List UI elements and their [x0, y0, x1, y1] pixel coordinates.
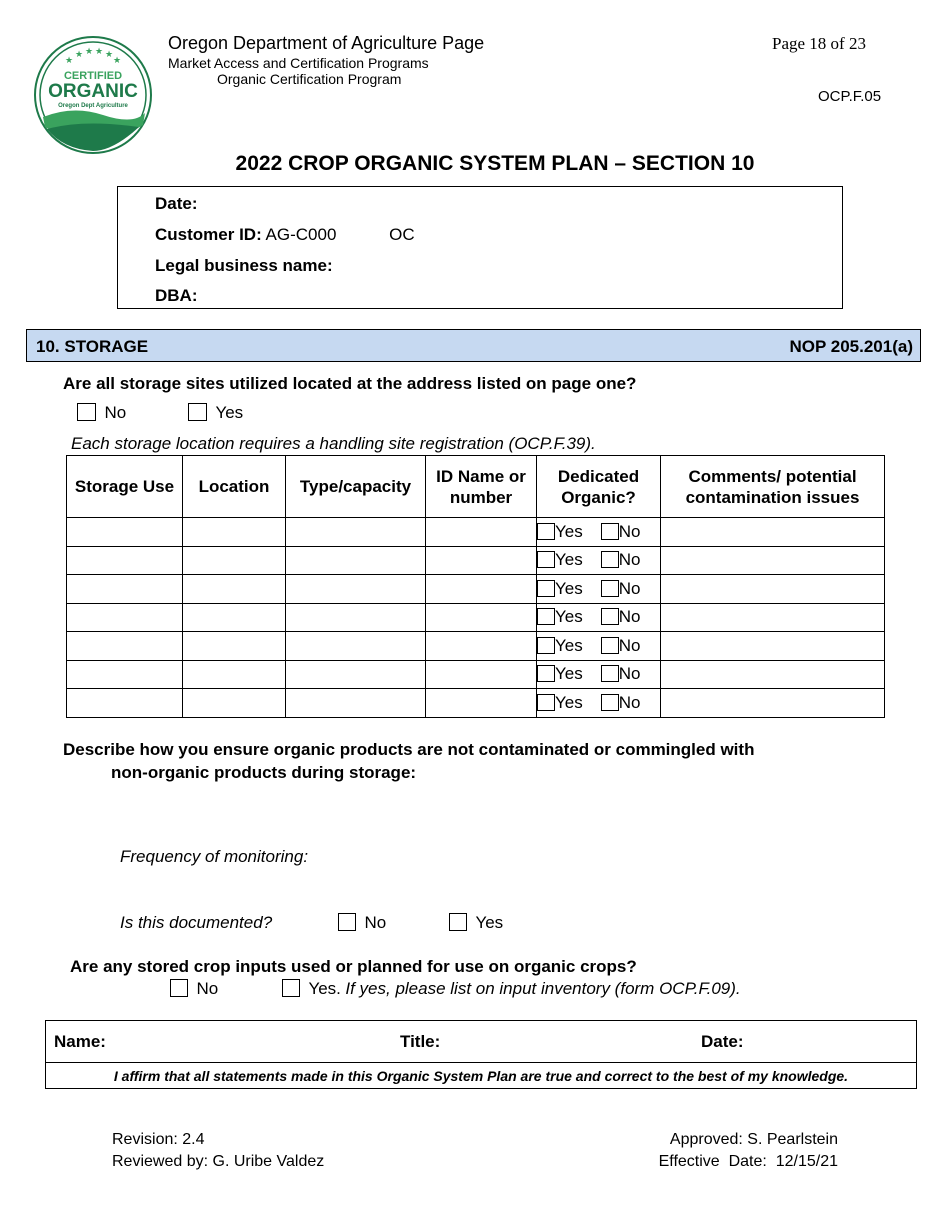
logo-main-text: ORGANIC [48, 81, 138, 102]
dedicated-yes-label: Yes [555, 607, 583, 627]
documented-no-checkbox[interactable] [338, 913, 356, 931]
svg-text:★: ★ [95, 47, 104, 57]
storage-cell[interactable] [183, 575, 286, 604]
dedicated-no-label: No [618, 550, 641, 570]
customer-id-suffix: OC [389, 225, 415, 244]
storage-cell[interactable] [426, 603, 537, 632]
storage-cell[interactable] [286, 689, 426, 718]
storage-cell[interactable] [183, 518, 286, 547]
dedicated-no-checkbox[interactable] [601, 580, 619, 597]
dedicated-yes-checkbox[interactable] [537, 551, 555, 568]
storage-cell[interactable] [286, 575, 426, 604]
dba-label: DBA: [155, 286, 198, 305]
dedicated-no-label: No [618, 578, 641, 598]
storage-sites-yes-checkbox[interactable] [188, 403, 207, 421]
date-label: Date: [155, 194, 198, 213]
storage-cell[interactable] [661, 660, 885, 689]
storage-cell[interactable] [183, 546, 286, 575]
dedicated-yes-checkbox[interactable] [537, 580, 555, 597]
dedicated-organic-cell[interactable] [537, 575, 661, 604]
affirmation-statement: I affirm that all statements made in this Organic System Plan are true and correct to the best of my knowledge. [113, 1068, 849, 1084]
table-row [67, 660, 885, 689]
documented-yes-label: Yes [475, 913, 504, 932]
svg-text:★: ★ [65, 56, 74, 66]
storage-cell[interactable] [67, 632, 183, 661]
dedicated-yes-checkbox[interactable] [537, 665, 555, 682]
dedicated-yes-checkbox[interactable] [537, 523, 555, 540]
question-storage-sites: Are all storage sites utilized located at the address listed on page one? [63, 374, 637, 393]
dedicated-no-checkbox[interactable] [601, 551, 619, 568]
header-comments: Comments/ potential contamination issues [661, 456, 885, 518]
page-number: Page 18 of 23 [772, 34, 866, 53]
customer-info-box [117, 186, 843, 309]
table-row [67, 546, 885, 575]
svg-text:★: ★ [85, 47, 94, 57]
table-row [67, 575, 885, 604]
crop-inputs-yes-checkbox[interactable] [282, 979, 300, 997]
header-storage-use: Storage Use [67, 456, 183, 518]
storage-cell[interactable] [426, 689, 537, 718]
dedicated-no-label: No [618, 664, 641, 684]
dedicated-no-label: No [618, 635, 641, 655]
signature-box [45, 1020, 917, 1089]
dedicated-yes-label: Yes [555, 692, 583, 712]
dedicated-yes-checkbox[interactable] [537, 637, 555, 654]
storage-cell[interactable] [183, 660, 286, 689]
table-row [67, 518, 885, 547]
dedicated-no-checkbox[interactable] [601, 637, 619, 654]
customer-id-label: Customer ID: [155, 225, 262, 244]
signature-name-label: Name: [54, 1032, 106, 1051]
storage-cell[interactable] [67, 660, 183, 689]
dedicated-no-label: No [618, 607, 641, 627]
header-type-capacity: Type/capacity [286, 456, 426, 518]
storage-cell[interactable] [661, 632, 885, 661]
legal-business-name-label: Legal business name: [155, 256, 333, 275]
page-title: 2022 CROP ORGANIC SYSTEM PLAN – SECTION 10 [235, 152, 755, 175]
dedicated-organic-cell[interactable] [537, 660, 661, 689]
crop-inputs-no-checkbox[interactable] [170, 979, 188, 997]
dedicated-yes-checkbox[interactable] [537, 694, 555, 711]
dedicated-no-label: No [618, 521, 641, 541]
storage-cell[interactable] [183, 632, 286, 661]
storage-cell[interactable] [183, 689, 286, 718]
storage-cell[interactable] [67, 575, 183, 604]
storage-cell[interactable] [426, 518, 537, 547]
dedicated-no-checkbox[interactable] [601, 523, 619, 540]
dedicated-organic-cell[interactable] [537, 546, 661, 575]
dedicated-no-label: No [618, 692, 641, 712]
footer-reviewed-by: Reviewed by: G. Uribe Valdez [112, 1153, 325, 1170]
storage-sites-no-label: No [104, 403, 127, 422]
signature-title-label: Title: [400, 1032, 441, 1051]
crop-inputs-yes-label: Yes. [308, 979, 341, 998]
section-title: 10. STORAGE [36, 337, 149, 356]
storage-cell[interactable] [661, 689, 885, 718]
dedicated-yes-label: Yes [555, 550, 583, 570]
dedicated-no-checkbox[interactable] [601, 665, 619, 682]
footer-revision: Revision: 2.4 [112, 1131, 205, 1148]
question-contamination-line-2: non-organic products during storage: [111, 763, 417, 782]
storage-cell[interactable] [661, 546, 885, 575]
crop-inputs-yes-note: If yes, please list on input inventory (form OCP.F.09). [345, 979, 741, 998]
logo-top-text: CERTIFIED [63, 70, 123, 82]
certified-organic-logo [33, 35, 153, 155]
dedicated-organic-cell[interactable] [537, 603, 661, 632]
dedicated-organic-cell[interactable] [537, 518, 661, 547]
storage-cell[interactable] [67, 603, 183, 632]
storage-cell[interactable] [661, 575, 885, 604]
documented-yes-checkbox[interactable] [449, 913, 467, 931]
dedicated-no-checkbox[interactable] [601, 608, 619, 625]
storage-cell[interactable] [286, 518, 426, 547]
storage-cell[interactable] [286, 660, 426, 689]
dedicated-yes-label: Yes [555, 578, 583, 598]
program-line-2: Organic Certification Program [217, 71, 402, 87]
storage-registration-note: Each storage location requires a handling site registration (OCP.F.39). [71, 434, 596, 453]
storage-cell[interactable] [286, 603, 426, 632]
storage-cell[interactable] [426, 546, 537, 575]
documented-label: Is this documented? [120, 913, 273, 932]
header-location: Location [183, 456, 286, 518]
program-line-1: Market Access and Certification Programs [168, 55, 429, 71]
dedicated-organic-cell[interactable] [537, 632, 661, 661]
table-row [67, 603, 885, 632]
dedicated-yes-label: Yes [555, 635, 583, 655]
storage-table-header [67, 456, 885, 518]
customer-id-value[interactable]: AG-C000 [265, 225, 337, 244]
logo-sub-text: Oregon Dept Agriculture [58, 103, 128, 109]
storage-cell[interactable] [67, 518, 183, 547]
frequency-monitoring-label: Frequency of monitoring: [120, 847, 309, 866]
storage-cell[interactable] [286, 632, 426, 661]
svg-text:★: ★ [105, 50, 114, 60]
table-row [67, 632, 885, 661]
signature-date-label: Date: [701, 1032, 744, 1051]
org-title: Oregon Department of Agriculture Page [168, 33, 485, 53]
storage-cell[interactable] [67, 689, 183, 718]
footer-approved: Approved: S. Pearlstein [669, 1131, 838, 1148]
section-reference: NOP 205.201(a) [789, 337, 913, 356]
storage-cell[interactable] [661, 518, 885, 547]
storage-cell[interactable] [426, 632, 537, 661]
dedicated-yes-label: Yes [555, 664, 583, 684]
storage-sites-no-checkbox[interactable] [77, 403, 96, 421]
storage-table [66, 455, 885, 718]
form-id: OCP.F.05 [818, 88, 882, 105]
storage-cell[interactable] [426, 660, 537, 689]
dedicated-yes-label: Yes [555, 521, 583, 541]
documented-no-label: No [364, 913, 387, 932]
header-id-name: ID Name or number [426, 456, 537, 518]
table-row [67, 689, 885, 718]
question-crop-inputs: Are any stored crop inputs used or planned for use on organic crops? [70, 957, 637, 976]
dedicated-no-checkbox[interactable] [601, 694, 619, 711]
storage-sites-yes-label: Yes [215, 403, 244, 422]
dedicated-yes-checkbox[interactable] [537, 608, 555, 625]
footer-effective-date: Effective Date: 12/15/21 [658, 1153, 838, 1170]
header-dedicated-organic: Dedicated Organic? [537, 456, 661, 518]
question-contamination-line-1: Describe how you ensure organic products are not contaminated or commingled with [63, 740, 755, 759]
crop-inputs-no-label: No [196, 979, 219, 998]
storage-cell[interactable] [286, 546, 426, 575]
storage-cell[interactable] [67, 546, 183, 575]
svg-text:★: ★ [75, 50, 84, 60]
section-header [26, 329, 921, 362]
storage-cell[interactable] [661, 603, 885, 632]
storage-cell[interactable] [426, 575, 537, 604]
signature-fields-row [46, 1021, 916, 1063]
dedicated-organic-cell[interactable] [537, 689, 661, 718]
storage-cell[interactable] [183, 603, 286, 632]
svg-text:★: ★ [113, 56, 122, 66]
